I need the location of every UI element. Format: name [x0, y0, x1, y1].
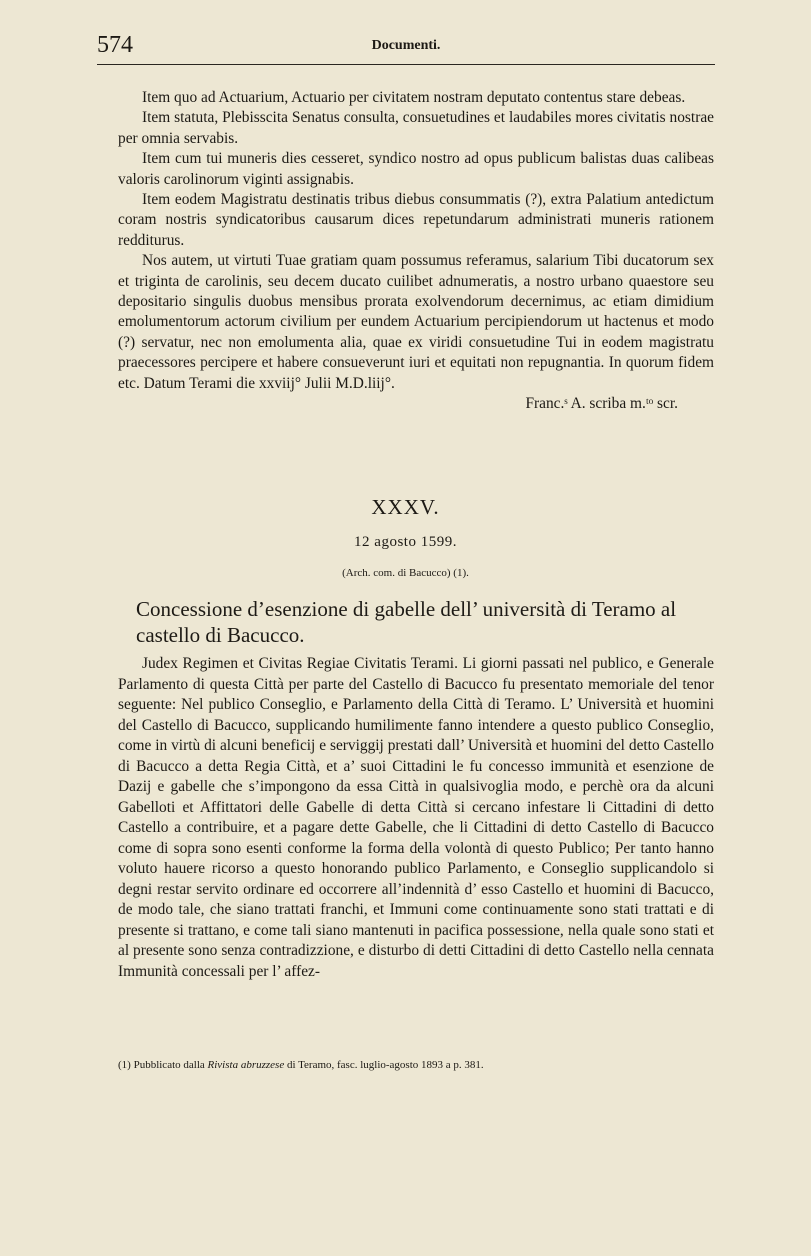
footnote [118, 1059, 718, 1071]
paragraph: Item statuta, Plebisscita Senatus consulta, consuetudines et laudabiles mores civitatis nostrae per omnia servabis. [118, 109, 714, 147]
paragraph: Item eodem Magistratu destinatis tribus diebus consummatis (?), extra Palatium antedictum coram nostris syndicatoribus causarum dices repetundarum administrati muneris rationem redditurus. [118, 191, 714, 249]
paragraph: Item cum tui muneris dies cesseret, syndico nostro ad opus publicum balistas duas calibeas valoris carolinorum viginti assignabis. [118, 150, 714, 188]
footnote-journal: Rivista abruzzese [207, 1059, 285, 1071]
document-date: 12 agosto 1599. [354, 534, 457, 550]
signature: Franc.ˢ A. scriba m.ᵗᵒ scr. [525, 395, 678, 413]
footnote-suffix: di Teramo, fasc. luglio-agosto 1893 a p. 381. [284, 1059, 484, 1071]
document-body: Judex Regimen et Civitas Regiae Civitatis Terami. Li giorni passati nel publico, e Generale Parlamento di questa Città per parte del Castello di Bacucco fu presentato memoriale del tenor seguente: Nel publico Conseglio, e Parlamento della Città di Teramo. L’ Università et huomini del Castello di Bacucco, supplicando humilimente fanno intendere a questo publico Conseglio, come in virtù di alcuni beneficij e serviggij prestati dall’ Università et huomini del detto Castello di Bacucco a detta Regia Città, et a’ suoi Cittadini le fu concesso immunità et esenzione de Dazij e gabelle che s’impongono da essa Città in qualsivoglia modo, e perchè ora da alcuni Gabelloti et Affittatori delle Gabelle di detta Città si cercano infestare li Cittadini di detto Castello a contribuire, et a pagare dette Gabelle, che li Cittadini di detto Castello di Bacucco come di sopra sono esenti conforme la forma della volontà di questo Publico; Per tanto hanno voluto hauere ricorso a questo honorando publico Parlamento, e Conseglio supplicandolo si degni restar servito ordinare ed occorrere all’indennità d’ esso Castello et huomini di Bacucco, de modo tale, che siano trattati franchi, et Immuni come continuamente sono stati trattati e di presente si trattano, e come tali siano mantenuti in pacifica possessione, nella quale sono stati et al presente sono senza contradizzione, e disturbo di detti Cittadini di detto Castello nella cennata Immunità concessali per l’ affez- [118, 655, 714, 980]
page-number: 574 [97, 32, 133, 58]
paragraph: Item quo ad Actuarium, Actuario per civitatem nostram deputato contentus stare debeas. [142, 89, 686, 106]
document-number: XXXV. [371, 495, 440, 519]
paragraph: Nos autem, ut virtuti Tuae gratiam quam possumus referamus, salarium Tibi ducatorum sex et triginta de carolinis, seu decem ducato cuilibet adnumeratis, a nostro urbano quaestore seu depositario singulis duobus mensibus prorata exolvendorum decernimus, ac etiam dimidium emolumentorum actorum civilium per eundem Actuarium percipiendorum ut hactenus et modo (?) servatur, nec non emolumenta alia, quae ex viridi consuetudine Tui in eodem magistratu praecessores percipere et habere consueverunt iuri et equitati non repugnantia. In quorum fidem etc. Datum Terami die xxviij° Julii M.D.liij°. [118, 252, 714, 392]
running-head: Documenti. [371, 38, 441, 53]
page-header [97, 30, 715, 65]
document-source: (Arch. com. di Bacucco) (1). [342, 567, 469, 579]
previous-document-text [118, 88, 714, 415]
footnote-prefix: (1) Pubblicato dalla [118, 1059, 208, 1071]
document-title: Concessione d’esenzione di gabelle dell’ università di Teramo al castello di Bacucco. [136, 597, 677, 647]
